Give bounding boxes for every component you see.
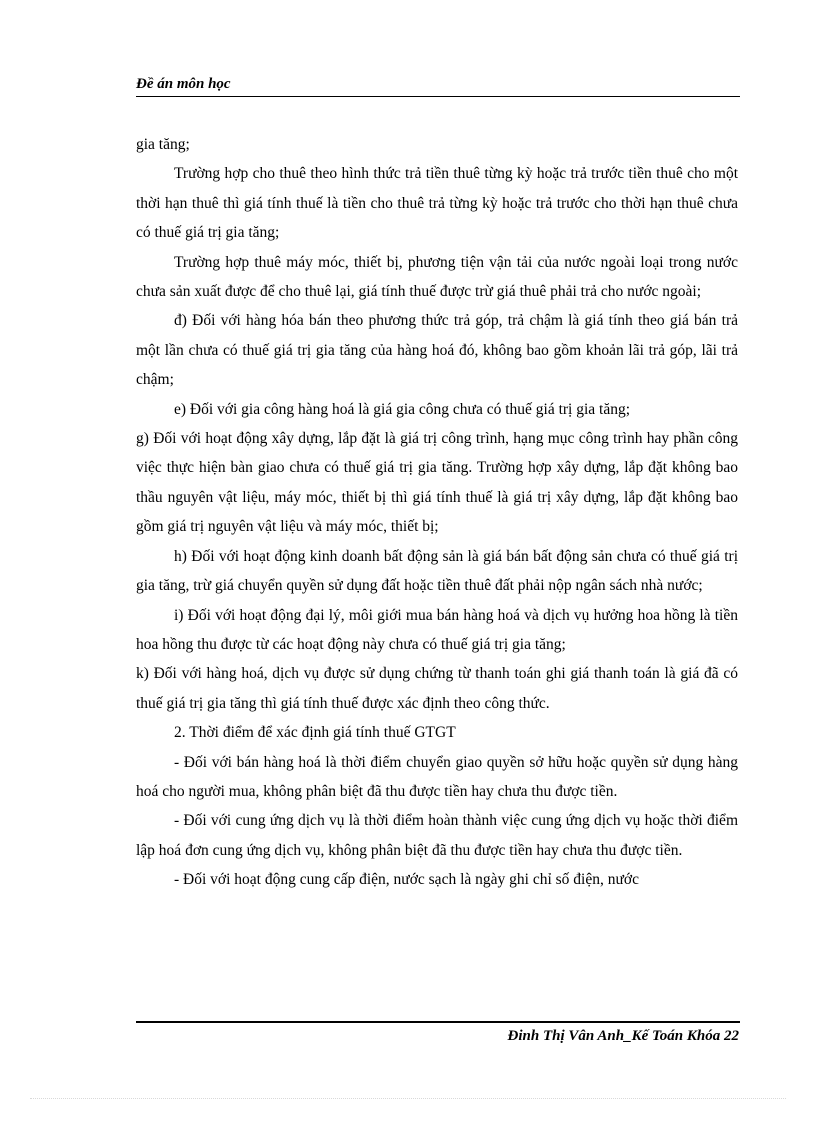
- paragraph: Trường hợp thuê máy móc, thiết bị, phương tiện vận tải của nước ngoài loại trong nước chưa sản xuất được để cho thuê lại, giá tính thuế được trừ giá thuê phải trả cho nước ngoài;: [136, 253, 738, 301]
- footer-divider: [136, 1021, 740, 1023]
- paragraph: - Đối với cung ứng dịch vụ là thời điểm hoàn thành việc cung ứng dịch vụ hoặc thời điểm lập hoá đơn cung ứng dịch vụ, không phân biệt đã thu được tiền hay chưa thu được tiền.: [136, 812, 738, 859]
- paragraph: g) Đối với hoạt động xây dựng, lắp đặt là giá trị công trình, hạng mục công trình hay phần công việc thực hiện bàn giao chưa có thuế giá trị gia tăng. Trường hợp xây dựng, lắp đặt không bao thầu nguyên vật liệu, máy móc, thiết bị thì giá tính thuế là giá trị xây dựng, lắp đặt không bao gồm giá trị nguyên vật liệu và máy móc, thiết bị;: [136, 430, 738, 536]
- paragraph: h) Đối với hoạt động kinh doanh bất động sản là giá bán bất động sản chưa có thuế giá trị gia tăng, trừ giá chuyển quyền sử dụng đất hoặc tiền thuê đất phải nộp ngân sách nhà nước;: [136, 547, 738, 595]
- page-edge-dotted-line: [30, 1098, 786, 1099]
- header-divider: [136, 96, 740, 97]
- header-title: Đề án môn học: [136, 76, 231, 92]
- paragraph: e) Đối với gia công hàng hoá là giá gia công chưa có thuế giá trị gia tăng;: [174, 400, 631, 418]
- document-body: [136, 130, 738, 895]
- paragraph: k) Đối với hàng hoá, dịch vụ được sử dụng chứng từ thanh toán ghi giá thanh toán là giá đã có thuế giá trị gia tăng thì giá tính thuế được xác định theo công thức.: [136, 665, 738, 712]
- paragraph: đ) Đối với hàng hóa bán theo phương thức trả góp, trả chậm là giá tính theo giá bán trả một lần chưa có thuế giá trị gia tăng của hàng hoá đó, không bao gồm khoản lãi trả góp, lãi trả chậm;: [136, 312, 738, 389]
- section-heading: 2. Thời điểm để xác định giá tính thuế GTGT: [174, 724, 456, 742]
- footer-author: Đinh Thị Vân Anh_Kế Toán Khóa 22: [507, 1028, 739, 1044]
- paragraph: - Đối với hoạt động cung cấp điện, nước sạch là ngày ghi chỉ số điện, nước: [174, 871, 639, 889]
- paragraph: gia tăng;: [136, 136, 190, 153]
- paragraph: Trường hợp cho thuê theo hình thức trả tiền thuê từng kỳ hoặc trả trước tiền thuê cho một thời hạn thuê thì giá tính thuế là tiền cho thuê trả từng kỳ hoặc trả trước cho thời hạn thuê chưa có thuế giá trị gia tăng;: [136, 165, 738, 242]
- paragraph: i) Đối với hoạt động đại lý, môi giới mua bán hàng hoá và dịch vụ hưởng hoa hồng là tiền hoa hồng thu được từ các hoạt động này chưa có thuế giá trị gia tăng;: [136, 606, 738, 653]
- paragraph: - Đối với bán hàng hoá là thời điểm chuyển giao quyền sở hữu hoặc quyền sử dụng hàng hoá cho người mua, không phân biệt đã thu được tiền hay chưa thu được tiền.: [136, 753, 738, 800]
